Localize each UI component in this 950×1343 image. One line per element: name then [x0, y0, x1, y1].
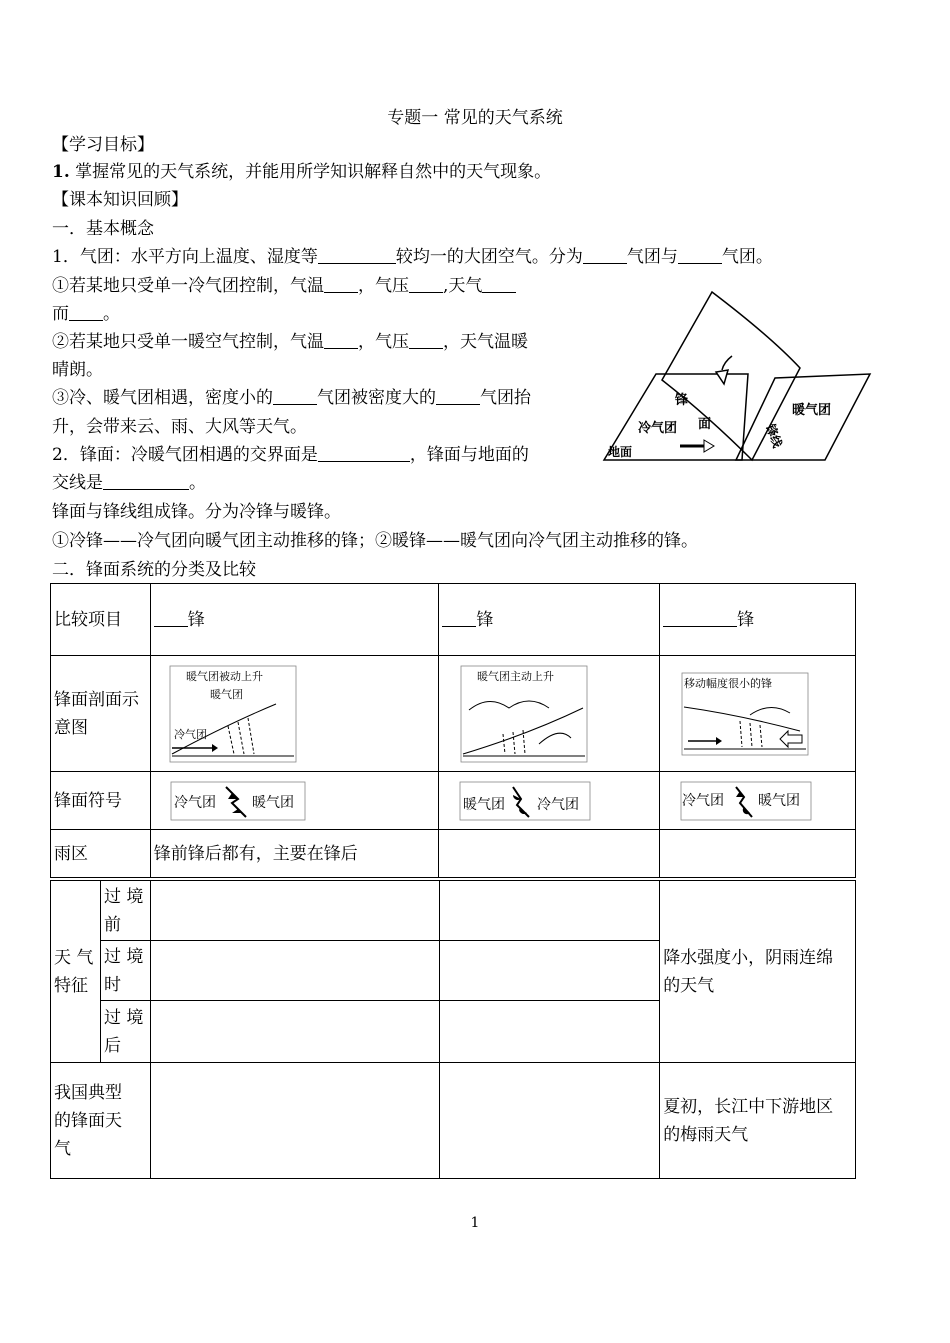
diag-label: 暖气团	[209, 687, 243, 701]
rain-area-cold: 锋前锋后都有，主要在锋后	[150, 830, 439, 878]
text-segment: 而	[52, 304, 69, 324]
text-segment: 。	[103, 304, 120, 324]
col-header-3	[660, 584, 856, 656]
text-segment: 交线是	[52, 473, 103, 493]
diag-label: 移动幅度很小的锋	[684, 676, 773, 690]
sub-label-during	[100, 941, 150, 1001]
table-row	[51, 584, 856, 656]
fig-label-warm: 暖气团	[792, 403, 832, 418]
answer-cell[interactable]	[439, 1001, 660, 1063]
col-header-1	[150, 584, 439, 656]
diagram-cell-1	[150, 656, 439, 772]
stationary-front-symbol	[680, 781, 812, 821]
fig-label-line: 锋线	[763, 422, 785, 450]
sym-label: 冷气团	[537, 796, 580, 813]
sub-label-line: 后	[103, 1035, 121, 1056]
fill-blank[interactable]	[442, 608, 476, 627]
text-segment: ，天气温暖	[443, 332, 528, 352]
table-row	[51, 1063, 856, 1179]
fill-blank[interactable]	[663, 608, 737, 627]
row-label: 比较项目	[51, 584, 151, 656]
table-row	[51, 881, 856, 941]
answer-cell[interactable]	[439, 1063, 660, 1179]
text-segment: 2．锋面：冷暖气团相遇的交界面是	[52, 445, 318, 465]
text-segment: ，气压	[358, 276, 409, 296]
fill-blank[interactable]	[324, 274, 358, 293]
weather-label-line: 特征	[54, 975, 88, 996]
col-header-2	[439, 584, 660, 656]
cell-line: 的锋面天	[54, 1110, 122, 1131]
cell-line: 的梅雨天气	[663, 1124, 749, 1145]
fig-label-front: 锋	[675, 393, 689, 408]
rain-area-warm[interactable]	[439, 830, 660, 878]
stationary-front-profile-diagram	[680, 671, 810, 757]
weather-feature-label	[51, 881, 101, 1063]
cell-line: 我国典型	[54, 1082, 122, 1103]
weather-label-line: 天 气	[54, 947, 94, 968]
rising-arrow-head	[716, 370, 728, 384]
table-row	[51, 656, 856, 772]
col-header-suffix: 锋	[476, 609, 494, 630]
text-segment: ，锋面与地面的	[409, 445, 529, 465]
warm-airmass-line	[52, 328, 528, 356]
meeting-line-2: 升，会带来云、雨、大风等天气。	[52, 417, 307, 437]
fill-blank[interactable]	[69, 302, 103, 321]
row-label: 锋面符号	[51, 772, 151, 830]
sub-label-before	[100, 881, 150, 941]
rain-area-stationary[interactable]	[660, 830, 856, 878]
text-segment: 气团被密度大的	[317, 388, 436, 408]
diag-label: 暖气团被动上升	[185, 669, 263, 683]
fill-blank[interactable]	[436, 386, 480, 405]
text-segment: 气团。	[721, 247, 773, 267]
sym-label: 暖气团	[758, 792, 801, 809]
fill-blank[interactable]	[318, 443, 410, 462]
text-segment: 气团与	[626, 247, 678, 267]
comparison-table-lower	[50, 880, 856, 1179]
warm-airmass-line-2: 晴朗。	[52, 360, 103, 380]
fill-blank[interactable]	[154, 608, 188, 627]
section-2-heading: 二．锋面系统的分类及比较	[52, 560, 256, 580]
col-header-suffix: 锋	[187, 609, 205, 630]
symbol-cell-3	[660, 772, 856, 830]
col-header-suffix: 锋	[737, 609, 755, 630]
meeting-line	[52, 384, 531, 412]
cold-front-profile-diagram	[168, 664, 298, 764]
answer-cell[interactable]	[150, 881, 439, 941]
front-types: 锋面与锋线组成锋。分为冷锋与暖锋。	[52, 502, 341, 522]
text-segment: ③冷、暖气团相遇，密度小的	[52, 388, 273, 408]
sym-label: 冷气团	[682, 792, 725, 809]
goal-1-text: 掌握常见的天气系统，并能用所学知识解释自然中的天气现象。	[75, 162, 552, 182]
sub-label-line: 过 境	[103, 886, 144, 907]
answer-cell[interactable]	[439, 881, 660, 941]
sym-label: 暖气团	[251, 794, 294, 811]
table-row	[51, 772, 856, 830]
section-1-heading: 一．基本概念	[52, 219, 154, 239]
answer-cell[interactable]	[150, 1063, 439, 1179]
fill-blank[interactable]	[103, 471, 189, 490]
sub-label-after	[100, 1001, 150, 1063]
page-number: 1	[470, 1215, 480, 1231]
front-diagram	[600, 288, 875, 468]
sym-label: 冷气团	[173, 794, 216, 811]
text-segment: ,天气	[443, 276, 483, 296]
fill-blank[interactable]	[482, 274, 516, 293]
fill-blank[interactable]	[678, 245, 722, 264]
cold-airmass-line-2	[52, 300, 120, 328]
symbol-cell-2	[439, 772, 660, 830]
text-segment: ，气压	[358, 332, 409, 352]
fill-blank[interactable]	[324, 330, 358, 349]
row-label: 雨区	[51, 830, 151, 878]
warm-front-profile-diagram	[459, 664, 589, 764]
text-segment: ①若某地只受单一冷气团控制，气温	[52, 276, 324, 296]
diagram-cell-2	[439, 656, 660, 772]
cold-airmass-line	[52, 272, 516, 300]
front-type-definitions: ①冷锋——冷气团向暖气团主动推移的锋；②暖锋——暖气团向冷气团主动推移的锋。	[52, 531, 698, 551]
page-title: 专题一 常见的天气系统	[387, 108, 563, 128]
text-segment: 1．气团：水平方向上温度、湿度等	[52, 247, 318, 267]
fill-blank[interactable]	[273, 386, 317, 405]
row-label: 锋面剖面示意图	[51, 656, 151, 772]
sym-label: 暖气团	[463, 796, 506, 813]
cold-push-arrow-head	[704, 440, 714, 452]
diag-label: 暖气团主动上升	[477, 669, 555, 683]
fig-label-cold: 冷气团	[638, 421, 678, 436]
cell-line: 气	[54, 1138, 71, 1159]
rising-arrow	[722, 356, 732, 370]
cell-line: 夏初，长江中下游地区	[663, 1096, 834, 1117]
text-segment: ②若某地只受单一暖空气控制，气温	[52, 332, 324, 352]
answer-cell[interactable]	[150, 1001, 439, 1063]
airmass-paragraph	[52, 243, 773, 271]
table-row	[51, 830, 856, 878]
front-definition	[52, 441, 529, 469]
text-segment: 。	[189, 473, 206, 493]
front-definition-2	[52, 469, 206, 497]
answer-cell[interactable]	[439, 941, 660, 1001]
cell-line: 降水强度小，阴雨连绵	[663, 947, 834, 968]
answer-cell[interactable]	[150, 941, 439, 1001]
sub-label-line: 过 境	[103, 946, 144, 967]
fig-label-face: 面	[698, 417, 712, 432]
review-header: 【课本知识回顾】	[52, 190, 188, 210]
text-segment: 气团抬	[480, 388, 531, 408]
stationary-weather-cell	[660, 881, 856, 1063]
fill-blank[interactable]	[409, 274, 443, 293]
sub-label-line: 前	[103, 914, 121, 935]
warm-front-symbol	[459, 781, 591, 821]
fill-blank[interactable]	[409, 330, 443, 349]
typical-stationary-cell	[660, 1063, 856, 1179]
symbol-cell-1	[150, 772, 439, 830]
diag-label: 冷气团	[173, 727, 207, 741]
cold-front-symbol	[170, 781, 306, 821]
diagram-cell-3	[660, 656, 856, 772]
typical-weather-label	[51, 1063, 151, 1179]
fig-label-ground: 地面	[608, 445, 633, 459]
comparison-table-upper	[50, 583, 856, 878]
goal-1	[52, 158, 551, 186]
fill-blank[interactable]	[583, 245, 627, 264]
text-segment: 较均一的大团空气。分为	[395, 247, 583, 267]
goal-1-number: 1.	[52, 162, 70, 182]
fill-blank[interactable]	[318, 245, 396, 264]
sub-label-line: 过 境	[103, 1007, 144, 1028]
sub-label-line: 时	[103, 974, 121, 995]
cell-line: 的天气	[663, 975, 715, 996]
goals-header: 【学习目标】	[52, 135, 154, 155]
